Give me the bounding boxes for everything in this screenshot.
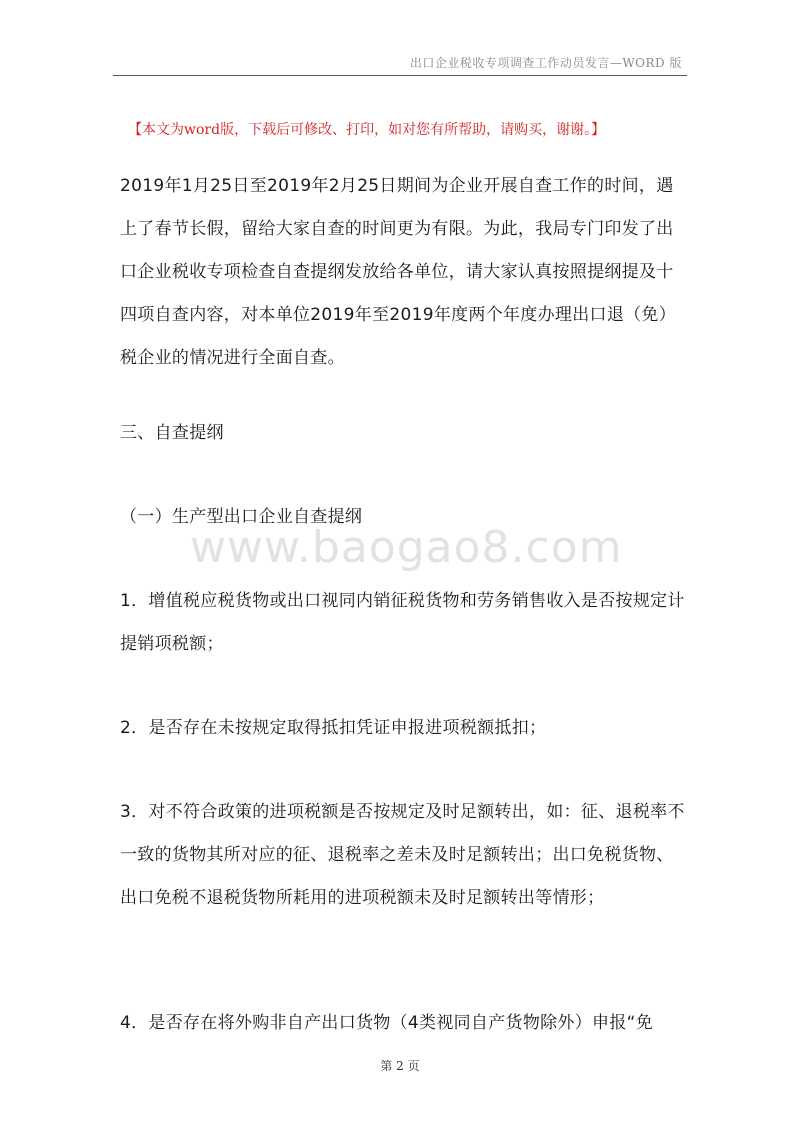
page-header-title: 出口企业税收专项调查工作动员发言—WORD 版 xyxy=(409,56,682,70)
watermark-text: www.baogao8.com xyxy=(190,522,623,573)
list-item-1: 1．增值税应税货物或出口视同内销征税货物和劳务销售收入是否按规定计提销项税额； xyxy=(120,591,685,654)
download-notice: 【本文为word版，下载后可修改、打印，如对您有所帮助，请购买，谢谢。】 xyxy=(128,122,606,138)
list-item-2: 2．是否存在未按规定取得抵扣凭证申报进项税额抵扣； xyxy=(120,718,547,738)
page-number: 第 2 页 xyxy=(380,1059,420,1073)
subsection-heading: （一）生产型出口企业自查提纲 xyxy=(120,507,363,527)
header-divider xyxy=(113,75,687,76)
section-heading: 三、自查提纲 xyxy=(120,423,224,443)
list-item-4: 4．是否存在将外购非自产出口货物（4类视同自产货物除外）申报“免 xyxy=(120,1013,654,1033)
list-item-3: 3．对不符合政策的进项税额是否按规定及时足额转出，如：征、退税率不一致的货物其所对应的征、退税率之差未及时足额转出；出口免税货物、出口免税不退税货物所耗用的进项税额未及时足额转出等情形； xyxy=(120,802,685,908)
paragraph-intro: 2019年1月25日至2019年2月25日期间为企业开展自查工作的时间，遇上了春节长假，留给大家自查的时间更为有限。为此，我局专门印发了出口企业税收专项检查自查提纲发放给各单位，请大家认真按照提纲提及十四项自查内容，对本单位2019年至2019年度两个年度办理出口退（免）税企业的情况进行全面自查。 xyxy=(120,176,677,368)
